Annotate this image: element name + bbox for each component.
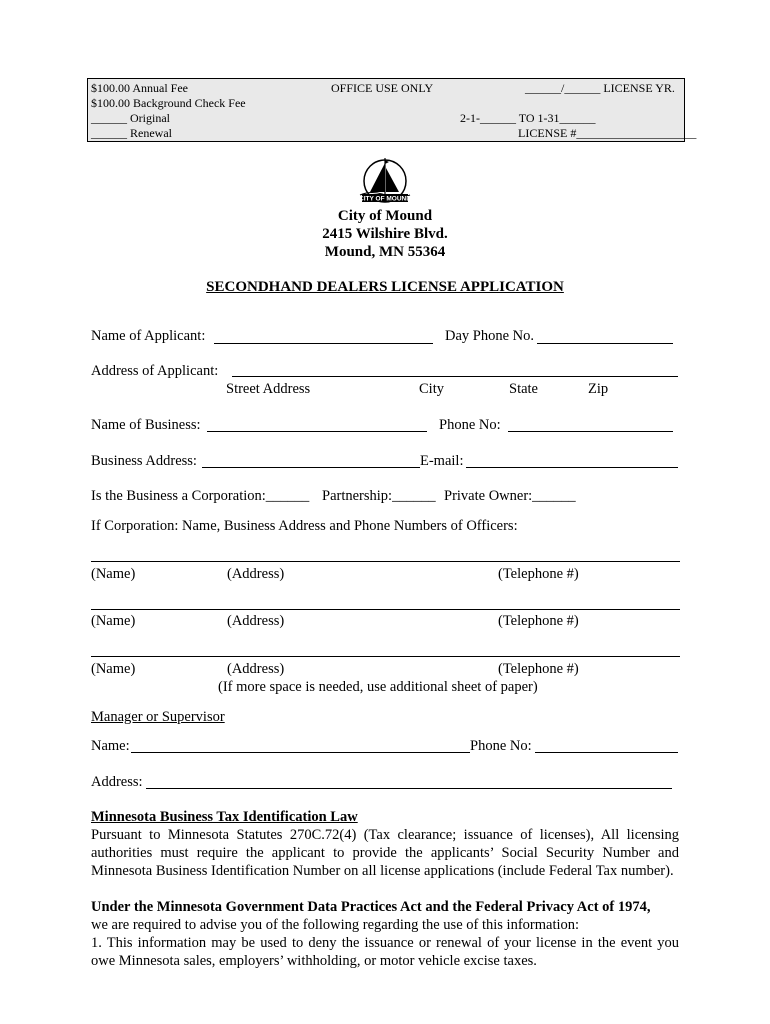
tax-law-paragraph: Pursuant to Minnesota Statutes 270C.72(4) (Tax clearance; issuance of licenses), All licensing authorities must require the applicant to provide the applicants’ Social Security Number and Minnesota Business Identification Number on all license applications (include Federal Tax number). — [91, 827, 679, 879]
manager-phone-line[interactable] — [535, 752, 678, 753]
city-state-zip: Mound, MN 55364 — [324, 244, 446, 260]
officer-address-3: (Address) — [227, 661, 285, 677]
business-address-label: Business Address: — [91, 453, 197, 469]
street-address-label: Street Address — [226, 381, 311, 397]
business-phone-label: Phone No: — [439, 417, 501, 433]
email-line[interactable] — [466, 467, 678, 468]
office-use-box — [87, 78, 697, 142]
city-name: City of Mound — [337, 208, 433, 224]
privacy-item-1: 1. This information may be used to deny the issuance or renewal of your license in the event you owe Minnesota sales, employers’ withholding, or motor vehicle excise taxes. — [91, 935, 679, 969]
day-phone-label: Day Phone No. — [445, 328, 535, 344]
officer-name-1: (Name) — [91, 566, 136, 582]
applicant-address-line[interactable] — [232, 376, 678, 377]
private-owner-field[interactable]: Private Owner:______ — [444, 488, 576, 504]
office-use-label: OFFICE USE ONLY — [331, 81, 434, 95]
manager-address-label: Address: — [91, 774, 143, 790]
applicant-address-label: Address of Applicant: — [91, 363, 219, 379]
corporation-field[interactable]: Is the Business a Corporation:______ — [91, 488, 310, 504]
partnership-field[interactable]: Partnership:______ — [322, 488, 436, 504]
license-year-field[interactable]: ______/______ LICENSE YR. — [525, 81, 675, 95]
additional-sheet-note: (If more space is needed, use additional sheet of paper) — [218, 679, 538, 695]
day-phone-line[interactable] — [537, 343, 673, 344]
city-of-mound-logo — [352, 156, 418, 204]
officer-line-2[interactable] — [91, 609, 680, 610]
manager-phone-label: Phone No: — [470, 738, 532, 754]
officer-line-3[interactable] — [91, 656, 680, 657]
officers-heading: If Corporation: Name, Business Address and Phone Numbers of Officers: — [91, 518, 518, 534]
business-address-line[interactable] — [202, 467, 420, 468]
business-name-label: Name of Business: — [91, 417, 201, 433]
tax-law-heading: Minnesota Business Tax Identification Law — [91, 809, 358, 825]
license-period-field[interactable]: 2-1-______ TO 1-31______ — [460, 111, 596, 125]
applicant-name-line[interactable] — [214, 343, 433, 344]
business-phone-line[interactable] — [508, 431, 673, 432]
background-fee: $100.00 Background Check Fee — [91, 96, 246, 110]
manager-address-line[interactable] — [146, 788, 672, 789]
renewal-field[interactable]: ______ Renewal — [91, 126, 172, 140]
officer-telephone-2: (Telephone #) — [498, 613, 579, 629]
officer-name-2: (Name) — [91, 613, 136, 629]
zip-label: Zip — [588, 381, 609, 397]
officer-line-1[interactable] — [91, 561, 680, 562]
annual-fee: $100.00 Annual Fee — [91, 81, 188, 95]
privacy-text: we are required to advise you of the following regarding the use of this information: — [91, 917, 580, 933]
license-number-field[interactable]: LICENSE #____________________ — [518, 126, 697, 140]
city-street: 2415 Wilshire Blvd. — [322, 226, 448, 242]
officer-name-3: (Name) — [91, 661, 136, 677]
privacy-heading: Under the Minnesota Government Data Practices Act and the Federal Privacy Act of 1974, — [91, 899, 651, 915]
officer-telephone-1: (Telephone #) — [498, 566, 579, 582]
page-title: SECONDHAND DEALERS LICENSE APPLICATION — [206, 279, 564, 295]
officer-address-2: (Address) — [227, 613, 285, 629]
state-label: State — [509, 381, 538, 397]
logo-text: CITY OF MOUND — [359, 195, 411, 203]
email-label: E-mail: — [420, 453, 464, 469]
original-field[interactable]: ______ Original — [91, 111, 170, 125]
manager-name-line[interactable] — [131, 752, 470, 753]
city-label: City — [419, 381, 444, 397]
officer-telephone-3: (Telephone #) — [498, 661, 579, 677]
manager-heading: Manager or Supervisor — [91, 709, 225, 725]
applicant-name-label: Name of Applicant: — [91, 328, 206, 344]
manager-name-label: Name: — [91, 738, 130, 754]
business-name-line[interactable] — [207, 431, 427, 432]
officer-address-1: (Address) — [227, 566, 285, 582]
